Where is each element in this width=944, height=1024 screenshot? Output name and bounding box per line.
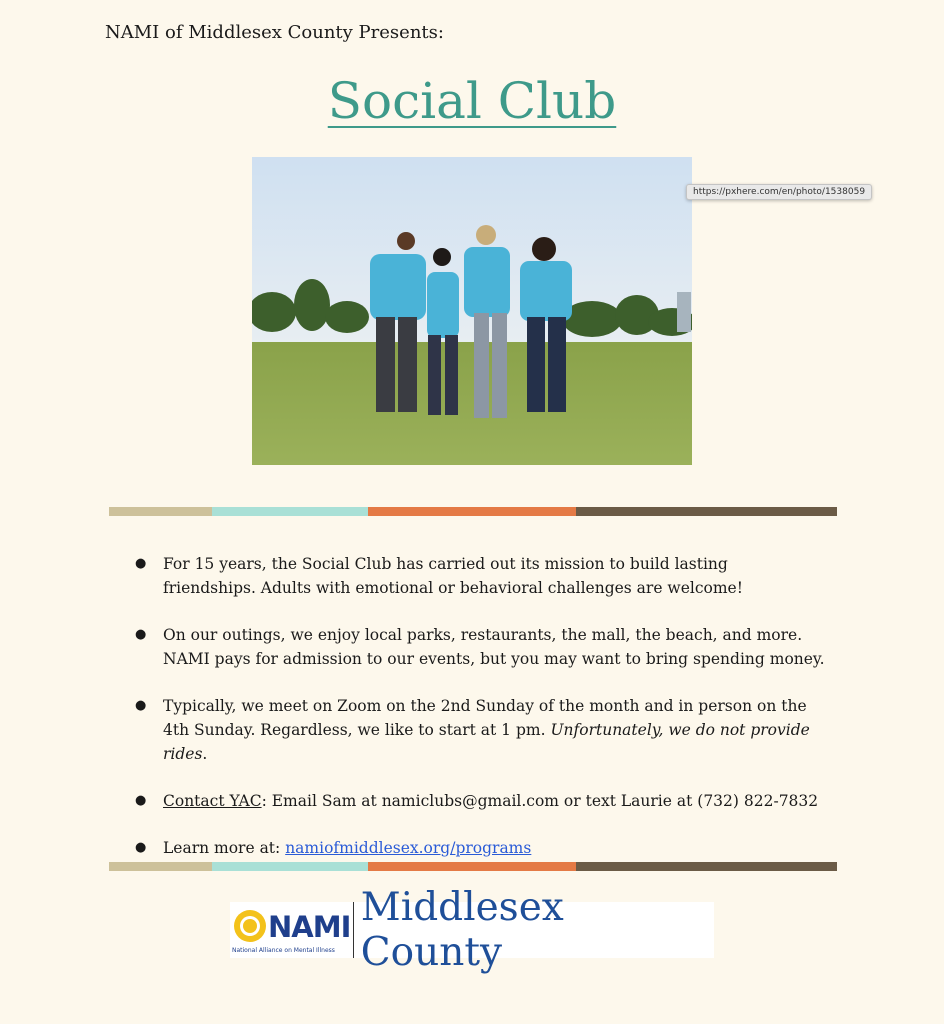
list-item: ● Contact YAC: Email Sam at namiclubs@gmail.com or text Laurie at (732) 822-7832	[135, 792, 819, 810]
presents-heading: NAMI of Middlesex County Presents:	[105, 22, 444, 43]
bullet-text: For 15 years, the Social Club has carried out its mission to build lasting friendships. Adults with emotional or behavioral challenges are welcome!	[163, 555, 743, 597]
bullet-text: Typically, we meet on Zoom on the 2nd Sunday of the month and in person on the 4th Sunday. Regardless, we like to start at 1 pm.	[163, 697, 807, 739]
nami-emblem	[230, 902, 354, 958]
group-photo	[252, 157, 692, 465]
divider-top	[109, 507, 837, 516]
contact-text: : Email Sam at namiclubs@gmail.com or text Laurie at (732) 822-7832	[261, 792, 819, 810]
programs-link[interactable]: namiofmiddlesex.org/programs	[285, 839, 532, 857]
nami-logo	[230, 885, 714, 975]
divider-segment-brown	[576, 862, 837, 871]
list-item: ● Learn more at: namiofmiddlesex.org/programs	[135, 839, 532, 857]
divider-segment-mint	[212, 507, 368, 516]
nami-tagline: National Alliance on Mental Illness	[232, 947, 335, 954]
bullet-emphasis: Unfortunately, we do not provide rides	[163, 721, 810, 763]
divider-segment-brown	[576, 507, 837, 516]
list-item: ● On our outings, we enjoy local parks, restaurants, the mall, the beach, and more. NAMI pays for admission to our events, but you may want to bring spending money.	[135, 626, 825, 668]
divider-segment-orange	[368, 862, 576, 871]
bullet-text-end: .	[202, 745, 208, 763]
divider-segment-tan	[109, 862, 212, 871]
divider-segment-orange	[368, 507, 576, 516]
info-list	[135, 552, 825, 883]
image-source-tooltip: https://pxhere.com/en/photo/1538059	[686, 184, 872, 200]
nami-sun-icon	[232, 908, 268, 948]
list-item: ● Typically, we meet on Zoom on the 2nd Sunday of the month and in person on the 4th Sunday. Regardless, we like to start at 1 pm. Unfortunately, we do not provide rides.	[135, 697, 810, 763]
nami-wordmark: NAMI	[268, 910, 351, 944]
divider-segment-tan	[109, 507, 212, 516]
divider-bottom	[109, 862, 837, 871]
contact-yac-link[interactable]: Contact YAC	[163, 792, 262, 810]
bullet-text: On our outings, we enjoy local parks, restaurants, the mall, the beach, and more. NAMI pays for admission to our events, but you may want to bring spending money.	[163, 626, 825, 668]
list-item: ● For 15 years, the Social Club has carried out its mission to build lasting friendships. Adults with emotional or behavioral challenges are welcome!	[135, 555, 743, 597]
page-title: Social Club	[327, 72, 617, 130]
divider-segment-mint	[212, 862, 368, 871]
learn-more-text: Learn more at:	[163, 839, 286, 857]
county-name: Middlesex County	[360, 885, 564, 975]
